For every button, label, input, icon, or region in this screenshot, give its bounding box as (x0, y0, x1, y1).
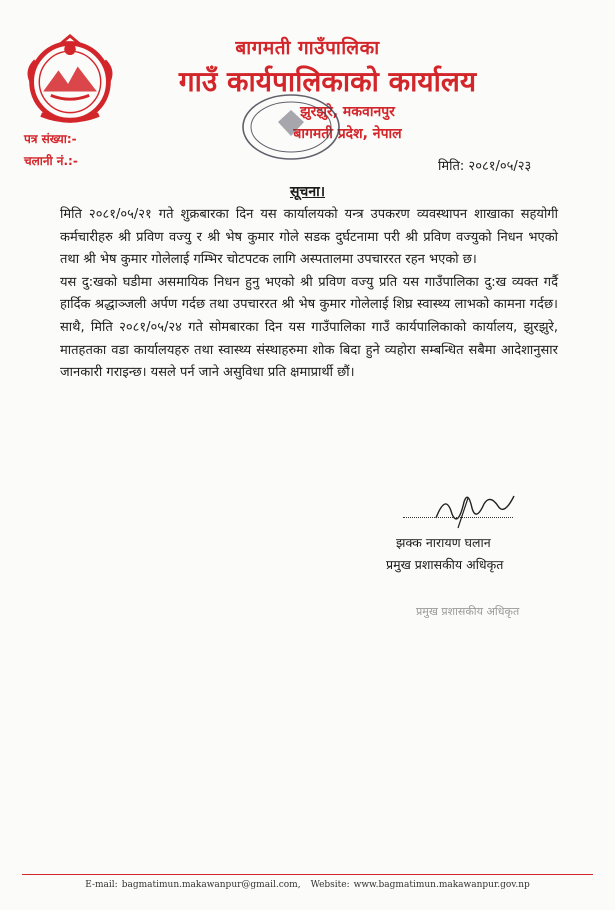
notice-body (60, 204, 558, 385)
email-value: bagmatimun.makawanpur@gmail.com, (121, 880, 301, 890)
faded-stamp-title: प्रमुख प्रशासकीय अधिकृत (416, 605, 520, 618)
signature-icon (428, 488, 518, 532)
office-province: बागमती प्रदेश, नेपाल (293, 126, 402, 142)
body-paragraph-1: मिति २०८१/०५/२१ गते शुक्रबारका दिन यस कार्यालयको यन्त्र उपकरण व्यवस्थापन शाखाका सहयोगी कर्मचारीहरु श्री प्रविण वज्यु र श्री भेष कुमार गोले सडक दुर्घटनामा परी श्री प्रविण वज्युको निधन भएको तथा श्री भेष कुमार गोलेलाई गम्भिर चोटपटक लागि अस्पतालमा उपचाररत रहन भएको छ। (60, 207, 558, 268)
office-name: गाउँ कार्यपालिकाको कार्यालय (178, 65, 477, 98)
website-value: www.bagmatimun.makawanpur.gov.np (353, 880, 530, 890)
footer-divider (22, 874, 593, 875)
website-label: Website: (310, 880, 350, 890)
signatory-title: प्रमुख प्रशासकीय अधिकृत (386, 557, 504, 572)
letter-number-label: पत्र संख्या:- (24, 132, 77, 146)
signature-line (403, 513, 513, 518)
email-label: E-mail: (85, 880, 118, 890)
signatory-name: झक्क नारायण घलान (396, 535, 491, 550)
office-location: झुरझुरे, मकवानपुर (300, 104, 395, 120)
footer-contact (0, 880, 615, 890)
municipality-name: बागमती गाउँपालिका (235, 37, 380, 59)
office-stamp-icon (238, 92, 344, 162)
letter-date: मिति: २०८१/०५/२३ (438, 159, 532, 174)
dispatch-number-label: चलानी नं.:- (24, 154, 78, 168)
body-paragraph-2: यस दु:खको घडीमा असमायिक निधन हुनु भएको श्री प्रविण वज्यु प्रति यस गाउँपालिका दु:ख व्यक्त गर्दै हार्दिक श्रद्धाञ्जली अर्पण गर्दछ तथा उपचाररत श्री भेष कुमार गोलेलाई शिघ्र स्वास्थ्य लाभको कामना गर्दछ। साथै, मिति २०८१/०५/२४ गते सोमबारका दिन यस गाउँपालिका गाउँ कार्यपालिकाको कार्यालय, झुरझुरे, मातहतका वडा कार्यालयहरु तथा स्वास्थ्य संस्थाहरुमा शोक बिदा हुने व्यहोरा सम्बन्धित सबैमा आदेशानुसार जानकारी गराइन्छ। यसले पर्न जाने असुविधा प्रति क्षमाप्रार्थी छौं। (60, 274, 558, 381)
notice-title: सूचना। (289, 184, 326, 200)
